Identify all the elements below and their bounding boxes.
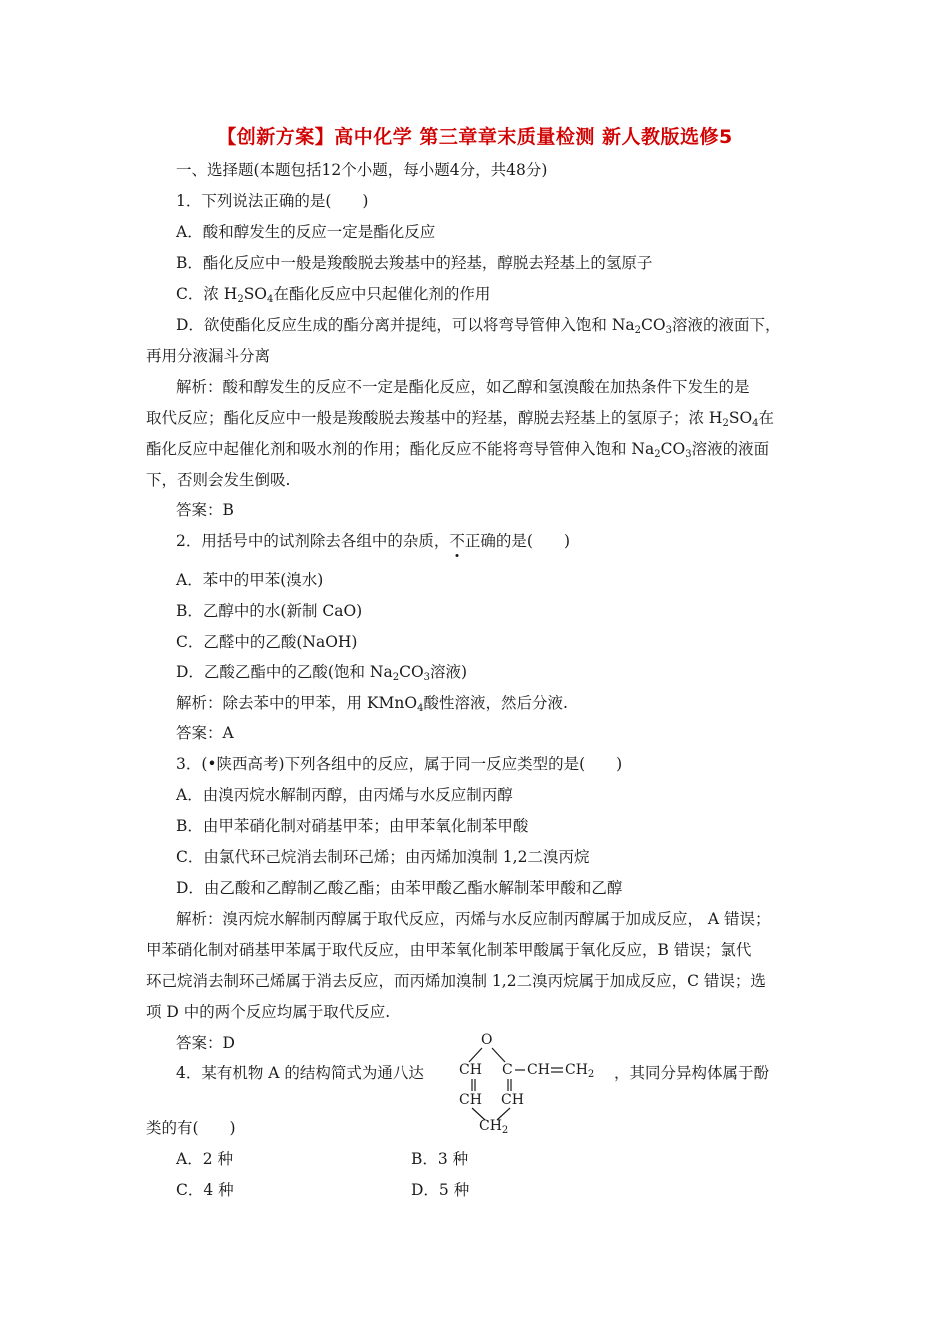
q3-option-c: C．由氯代环己烷消去制环己烯；由丙烯加溴制 1,2二溴丙烷 [176,848,590,866]
q2-option-d: D．乙酸乙酯中的乙酸(饱和 $Na_2CO_3$溶液) [176,663,468,683]
q1-explanation-line-4: 下，否则会发生倒吸. [146,471,291,489]
q3-option-d: D．由乙酸和乙醇制乙酸乙酯；由苯甲酸乙酯水解制苯甲酸和乙醇 [176,879,623,897]
q1-option-d: D．欲使酯化反应生成的酯分离并提纯，可以将弯导管伸入饱和 $Na_2CO_3$溶液的液面下， [176,316,781,336]
q3-answer: 答案：D [176,1034,235,1052]
q2-explanation: 解析：除去苯中的甲苯，用 KMnO$_4$酸性溶液，然后分液. [176,694,568,714]
q1-option-b: B．酯化反应中一般是羧酸脱去羧基中的羟基，醇脱去羟基上的氢原子 [176,254,653,272]
q4-stem-continued: 类的有( ) [146,1119,236,1137]
q4-option-d: D．5 种 [411,1181,470,1199]
q3-explanation-line-4: 项 D 中的两个反应均属于取代反应. [146,1003,391,1021]
q2-option-a: A．苯中的甲苯(溴水) [176,571,324,589]
q2-option-b: B．乙醇中的水(新制 CaO) [176,602,363,620]
structural-formula [455,1030,625,1140]
atom-ch-chain: CH [527,1062,550,1078]
atom-ch2-bottom: $CH_2$ [479,1118,509,1136]
atom-c-right: C [502,1062,513,1078]
atom-ch-bottom-right: CH [501,1092,524,1108]
q1-explanation-line-3: 酯化反应中起催化剂和吸水剂的作用；酯化反应不能将弯导管伸入饱和 $Na_2CO_3$溶液的液面 [146,440,770,460]
q1-stem: 1．下列说法正确的是( ) [176,192,369,210]
q4-stem-lead: 4．某有机物 A 的结构简式为通八达 [176,1064,424,1082]
q3-option-b: B．由甲苯硝化制对硝基甲苯；由甲苯氧化制苯甲酸 [176,817,529,835]
q3-explanation-line-1: 解析：溴丙烷水解制丙醇属于取代反应，丙烯与水反应制丙醇属于加成反应， A 错误； [176,910,771,928]
q1-explanation-line-2: 取代反应；酯化反应中一般是羧酸脱去羧基中的羟基，醇脱去羟基上的氢原子；浓 $H_2SO_4$在 [146,409,775,429]
q1-answer: 答案：B [176,501,234,519]
atom-oxygen: O [481,1032,493,1048]
atom-ch-left: CH [459,1062,482,1078]
q4-stem-tail: ，其同分异构体属于酚 [614,1064,770,1082]
q3-explanation-line-3: 环己烷消去制环己烯属于消去反应，而丙烯加溴制 1,2二溴丙烷属于加成反应，C 错误；选 [146,972,766,990]
q4-option-a: A．2 种 [176,1150,233,1168]
document-title: 【创新方案】高中化学 第三章章末质量检测 新人教版选修5 [217,126,733,148]
q3-explanation-line-2: 甲苯硝化制对硝基甲苯属于取代反应，由甲苯氧化制苯甲酸属于氧化反应，B 错误；氯代 [146,941,752,959]
q4-option-c: C．4 种 [176,1181,234,1199]
section-heading: 一、选择题(本题包括12个小题，每小题4分，共48分) [176,161,548,179]
q1-explanation-line-1: 解析：酸和醇发生的反应不一定是酯化反应，如乙醇和氢溴酸在加热条件下发生的是 [176,378,750,396]
emphasis-dot-mark: 不 [449,532,465,550]
q3-option-a: A．由溴丙烷水解制丙醇，由丙烯与水反应制丙醇 [176,786,513,804]
atom-ch2-terminal: $CH_2$ [565,1062,595,1080]
atom-ch-bottom-left: CH [459,1092,482,1108]
q2-stem: 2．用括号中的试剂除去各组中的杂质，不正确的是( ) [176,532,570,550]
q4-option-b: B．3 种 [411,1150,469,1168]
q2-answer: 答案：A [176,724,234,742]
q1-option-d-continued: 再用分液漏斗分离 [146,347,271,365]
q3-stem: 3．(•陕西高考)下列各组中的反应，属于同一反应类型的是( ) [176,755,623,773]
q1-option-c: C．浓 $H_2SO_4$在酯化反应中只起催化剂的作用 [176,285,491,305]
q1-option-a: A．酸和醇发生的反应一定是酯化反应 [176,223,436,241]
q2-option-c: C．乙醛中的乙酸(NaOH) [176,633,358,651]
